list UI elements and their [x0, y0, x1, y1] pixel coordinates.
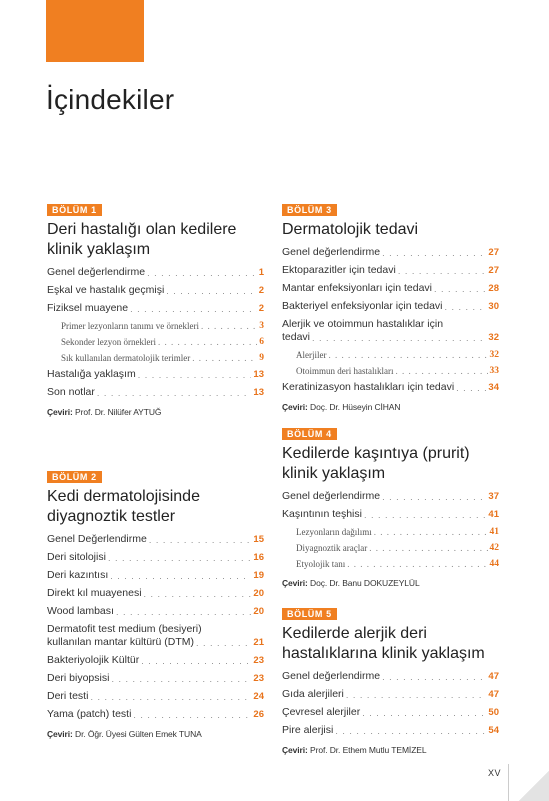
entry-page: 34 — [488, 382, 499, 393]
entry-label: Bakteriyel enfeksiyonlar için tedavi — [282, 300, 443, 312]
leader-dots — [147, 267, 257, 279]
entry-page: 21 — [253, 637, 264, 648]
entry-label: Kaşıntının teşhisi — [282, 508, 362, 520]
entry-label: Gıda alerjileri — [282, 688, 344, 700]
entry-label: Genel değerlendirme — [282, 246, 381, 258]
chapter-4 — [282, 424, 499, 588]
chapter-title[interactable]: Kedilerde alerjik deri hastalıklarına klinik yaklaşım — [282, 625, 485, 662]
leader-dots — [382, 671, 486, 683]
entry-page: 13 — [253, 369, 264, 380]
toc-entry[interactable] — [47, 708, 264, 721]
entry-label: Wood lambası — [47, 605, 114, 617]
leader-dots — [138, 369, 252, 381]
entry-label-continued: kullanılan mantar kültürü (DTM) — [47, 636, 195, 648]
toc-entry[interactable] — [282, 724, 499, 737]
toc-entry[interactable] — [47, 386, 264, 399]
entry-page: 19 — [253, 570, 264, 581]
leader-dots — [97, 387, 252, 399]
toc-subentry[interactable] — [47, 336, 264, 348]
translator-credit — [282, 745, 499, 755]
translator-label: Çeviri: — [282, 745, 308, 755]
leader-dots — [398, 265, 487, 277]
entry-page: 16 — [253, 552, 264, 563]
leader-dots — [158, 336, 257, 348]
toc-entry[interactable] — [47, 284, 264, 297]
page-title: İçindekiler — [46, 84, 175, 115]
entry-page: 26 — [253, 709, 264, 720]
leader-dots — [395, 365, 487, 377]
translator-name: Dr. Öğr. Üyesi Gülten Emek TUNA — [75, 729, 202, 739]
entry-page: 54 — [488, 725, 499, 736]
translator-credit — [47, 729, 264, 739]
chapter-5 — [282, 604, 499, 755]
leader-dots — [116, 606, 251, 618]
translator-label: Çeviri: — [47, 407, 73, 417]
entry-page: 27 — [488, 247, 499, 258]
chapter-badge: BÖLÜM 5 — [282, 608, 337, 620]
entry-label: Pire alerjisi — [282, 724, 334, 736]
leader-dots — [329, 349, 488, 361]
leader-dots — [312, 332, 486, 344]
entry-page: 30 — [488, 301, 499, 312]
page-curl-corner — [519, 771, 549, 801]
entry-page: 47 — [488, 689, 499, 700]
leader-dots — [149, 534, 252, 546]
toc-subentry[interactable] — [282, 542, 499, 554]
toc-entry[interactable] — [47, 569, 264, 582]
entry-label: Genel Değerlendirme — [47, 533, 147, 545]
toc-entry[interactable] — [47, 266, 264, 279]
toc-entry[interactable] — [282, 264, 499, 277]
entry-label: Hastalığa yaklaşım — [47, 368, 136, 380]
leader-dots — [346, 689, 487, 701]
footer-divider — [508, 764, 509, 801]
toc-entry[interactable] — [282, 688, 499, 701]
entry-page: 20 — [253, 588, 264, 599]
entry-label: Primer lezyonların tanımı ve örnekleri — [61, 321, 199, 331]
entry-label: Mantar enfeksiyonları için tedavi — [282, 282, 432, 294]
translator-credit — [282, 578, 499, 588]
chapter-3 — [282, 200, 499, 412]
translator-name: Prof. Dr. Nilüfer AYTUĞ — [75, 407, 162, 417]
toc-entry[interactable] — [282, 706, 499, 719]
entry-page: 32 — [489, 350, 499, 360]
toc-entry[interactable] — [282, 381, 499, 394]
entry-label: Son notlar — [47, 386, 95, 398]
leader-dots — [130, 303, 257, 315]
toc-entry[interactable] — [282, 490, 499, 503]
toc-entry[interactable] — [282, 282, 499, 295]
leader-dots — [456, 382, 486, 394]
entry-label: Ektoparazitler için tedavi — [282, 264, 396, 276]
toc-subentry[interactable] — [282, 365, 499, 377]
toc-entry[interactable] — [47, 551, 264, 564]
toc-entry[interactable] — [282, 246, 499, 259]
toc-entry[interactable] — [47, 368, 264, 381]
leader-dots — [192, 352, 257, 364]
chapter-1 — [47, 200, 264, 417]
entry-page: 15 — [253, 534, 264, 545]
leader-dots — [445, 301, 487, 313]
entry-label: Bakteriyolojik Kültür — [47, 654, 140, 666]
entry-label: Dermatofit test medium (besiyeri) — [47, 623, 202, 635]
toc-subentry[interactable] — [47, 352, 264, 364]
toc-entry[interactable] — [47, 533, 264, 546]
entry-label: Otoimmun deri hastalıkları — [296, 366, 394, 376]
entry-label: Alerjik ve otoimmun hastalıklar için — [282, 318, 444, 330]
entry-page: 27 — [488, 265, 499, 276]
entry-label: Sık kullanılan dermatolojik terimler — [61, 353, 191, 363]
entry-label: Deri kazıntısı — [47, 569, 109, 581]
translator-name: Prof. Dr. Ethem Mutlu TEMİZEL — [310, 745, 427, 755]
chapter-title[interactable]: Kedilerde kaşıntıya (prurit) klinik yaklaşım — [282, 445, 470, 482]
entry-label: Çevresel alerjiler — [282, 706, 361, 718]
entry-label: Keratinizasyon hastalıkları için tedavi — [282, 381, 455, 393]
leader-dots — [144, 588, 252, 600]
toc-entry[interactable] — [282, 318, 499, 344]
leader-dots — [364, 509, 486, 521]
entry-page: 33 — [489, 366, 499, 376]
entry-label: Alerjiler — [296, 350, 327, 360]
translator-name: Doç. Dr. Hüseyin CİHAN — [310, 402, 401, 412]
header-color-block — [46, 0, 144, 62]
toc-subentry[interactable] — [47, 320, 264, 332]
leader-dots — [362, 707, 486, 719]
entry-page: 42 — [489, 543, 499, 553]
leader-dots — [335, 725, 486, 737]
translator-credit — [282, 402, 499, 412]
entry-page: 2 — [258, 303, 264, 314]
leader-dots — [434, 283, 486, 295]
entry-page: 37 — [488, 491, 499, 502]
entry-label: Diyagnoztik araçlar — [296, 543, 368, 553]
entry-page: 41 — [488, 509, 499, 520]
entry-page: 50 — [488, 707, 499, 718]
entry-label: Deri biyopsisi — [47, 672, 110, 684]
toc-subentry[interactable] — [282, 526, 499, 538]
leader-dots — [347, 558, 487, 570]
translator-name: Doç. Dr. Banu DOKUZEYLÜL — [310, 578, 420, 588]
leader-dots — [141, 655, 251, 667]
entry-label: Eşkal ve hastalık geçmişi — [47, 284, 165, 296]
toc-entry[interactable] — [47, 587, 264, 600]
entry-page: 28 — [488, 283, 499, 294]
leader-dots — [201, 320, 257, 332]
entry-label: Direkt kıl muayenesi — [47, 587, 142, 599]
entry-page: 44 — [489, 559, 499, 569]
toc-entry[interactable] — [282, 508, 499, 521]
entry-page: 9 — [259, 353, 264, 363]
chapter-badge: BÖLÜM 1 — [47, 204, 102, 216]
entry-page: 13 — [253, 387, 264, 398]
translator-label: Çeviri: — [282, 402, 308, 412]
entry-page: 41 — [489, 527, 499, 537]
chapter-title[interactable]: Deri hastalığı olan kedilere klinik yaklaşım — [47, 221, 237, 258]
toc-entry[interactable] — [282, 670, 499, 683]
toc-subentry[interactable] — [282, 349, 499, 361]
leader-dots — [382, 491, 486, 503]
chapter-title[interactable]: Dermatolojik tedavi — [282, 221, 419, 238]
leader-dots — [111, 673, 251, 685]
entry-page: 23 — [253, 673, 264, 684]
entry-label: Sekonder lezyon örnekleri — [61, 337, 156, 347]
translator-label: Çeviri: — [47, 729, 73, 739]
toc-subentry[interactable] — [282, 558, 499, 570]
entry-label: Genel değerlendirme — [282, 670, 381, 682]
entry-page: 1 — [258, 267, 264, 278]
translator-label: Çeviri: — [282, 578, 308, 588]
toc-entry[interactable] — [47, 605, 264, 618]
leader-dots — [133, 709, 251, 721]
entry-page: 23 — [253, 655, 264, 666]
entry-second-line — [282, 331, 499, 344]
leader-dots — [196, 637, 251, 649]
chapter-badge: BÖLÜM 2 — [47, 471, 102, 483]
entry-label-continued: tedavi — [282, 331, 311, 343]
toc-entry[interactable] — [47, 672, 264, 685]
translator-credit — [47, 407, 264, 417]
entry-page: 24 — [253, 691, 264, 702]
entry-page: 32 — [488, 332, 499, 343]
leader-dots — [374, 526, 488, 538]
entry-page: 3 — [259, 321, 264, 331]
chapter-badge: BÖLÜM 4 — [282, 428, 337, 440]
chapter-badge: BÖLÜM 3 — [282, 204, 337, 216]
entry-page: 20 — [253, 606, 264, 617]
entry-page: 2 — [258, 285, 264, 296]
entry-label: Deri testi — [47, 690, 89, 702]
toc-entry[interactable] — [47, 654, 264, 667]
toc-entry[interactable] — [47, 690, 264, 703]
leader-dots — [90, 691, 251, 703]
entry-label: Fiziksel muayene — [47, 302, 129, 314]
chapter-2 — [47, 467, 264, 739]
leader-dots — [108, 552, 251, 564]
toc-entry[interactable] — [47, 302, 264, 315]
leader-dots — [382, 247, 486, 259]
entry-second-line — [47, 636, 264, 649]
entry-label: Lezyonların dağılımı — [296, 527, 372, 537]
toc-entry[interactable] — [282, 300, 499, 313]
entry-label: Genel değerlendirme — [47, 266, 146, 278]
toc-entry[interactable] — [47, 623, 264, 649]
entry-label: Deri sitolojisi — [47, 551, 106, 563]
page-number: XV — [488, 768, 502, 778]
chapter-title[interactable]: Kedi dermatolojisinde diyagnoztik testler — [47, 488, 200, 525]
entry-label: Genel değerlendirme — [282, 490, 381, 502]
entry-page: 6 — [259, 337, 264, 347]
entry-label: Etyolojik tanı — [296, 559, 346, 569]
entry-page: 47 — [488, 671, 499, 682]
entry-label: Yama (patch) testi — [47, 708, 132, 720]
leader-dots — [166, 285, 256, 297]
leader-dots — [369, 542, 487, 554]
leader-dots — [110, 570, 251, 582]
